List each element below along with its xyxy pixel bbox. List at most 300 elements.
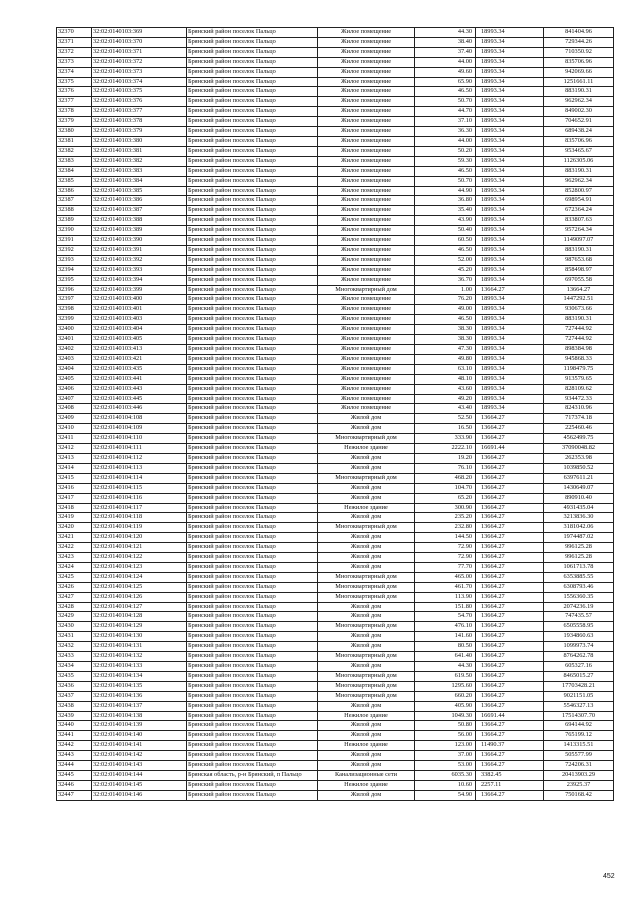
row-number-cell: 32430 [57, 622, 92, 632]
row-number-cell: 32441 [57, 731, 92, 741]
address-cell: Брянский район поселок Пальцо [187, 790, 318, 800]
area-cell: 2222.10 [415, 444, 476, 454]
object-type-cell: Жилое помещение [318, 216, 415, 226]
cadastral-value-cell: 1251661.11 [544, 77, 614, 87]
cadastral-value-cell: 898384.98 [544, 345, 614, 355]
table-row [57, 503, 614, 513]
table-row [57, 533, 614, 543]
object-type-cell: Жилое помещение [318, 364, 415, 374]
cadastral-value-cell: 717374.18 [544, 414, 614, 424]
cadastral-value-cell: 1556360.35 [544, 592, 614, 602]
row-number-cell: 32372 [57, 47, 92, 57]
area-cell: 476.10 [415, 622, 476, 632]
area-cell: 6035.30 [415, 770, 476, 780]
table-body [57, 28, 614, 801]
specific-value-cell: 18993.34 [476, 374, 544, 384]
cadastral-number-cell: 32:02:0140104:127 [92, 602, 187, 612]
address-cell: Брянский район поселок Пальцо [187, 473, 318, 483]
object-type-cell: Жилое помещение [318, 176, 415, 186]
area-cell: 43.60 [415, 384, 476, 394]
table-row [57, 176, 614, 186]
cadastral-value-cell: 883190.31 [544, 315, 614, 325]
specific-value-cell: 13664.27 [476, 691, 544, 701]
table-row [57, 751, 614, 761]
area-cell: 44.00 [415, 57, 476, 67]
area-cell: 123.00 [415, 741, 476, 751]
specific-value-cell: 13664.27 [476, 602, 544, 612]
row-number-cell: 32424 [57, 562, 92, 572]
specific-value-cell: 13664.27 [476, 493, 544, 503]
cadastral-number-cell: 32:02:0140104:116 [92, 493, 187, 503]
table-row [57, 711, 614, 721]
cadastral-number-cell: 32:02:0140103:387 [92, 206, 187, 216]
area-cell: 46.50 [415, 245, 476, 255]
cadastral-value-cell: 17703428.21 [544, 681, 614, 691]
object-type-cell: Жилой дом [318, 533, 415, 543]
address-cell: Брянский район поселок Пальцо [187, 295, 318, 305]
table-row [57, 315, 614, 325]
specific-value-cell: 13664.27 [476, 533, 544, 543]
object-type-cell: Жилое помещение [318, 186, 415, 196]
cadastral-value-cell: 962962.34 [544, 97, 614, 107]
cadastral-value-cell: 883190.31 [544, 87, 614, 97]
table-row [57, 354, 614, 364]
area-cell: 1049.30 [415, 711, 476, 721]
row-number-cell: 32379 [57, 117, 92, 127]
row-number-cell: 32433 [57, 652, 92, 662]
address-cell: Брянский район поселок Пальцо [187, 384, 318, 394]
row-number-cell: 32401 [57, 335, 92, 345]
cadastral-value-cell: 8764262.78 [544, 652, 614, 662]
address-cell: Брянский район поселок Пальцо [187, 622, 318, 632]
specific-value-cell: 18993.34 [476, 255, 544, 265]
cadastral-number-cell: 32:02:0140104:136 [92, 691, 187, 701]
object-type-cell: Жилое помещение [318, 384, 415, 394]
row-number-cell: 32418 [57, 503, 92, 513]
specific-value-cell: 18993.34 [476, 335, 544, 345]
cadastral-value-cell: 835706.96 [544, 136, 614, 146]
cadastral-value-cell: 1934860.63 [544, 632, 614, 642]
table-row [57, 166, 614, 176]
object-type-cell: Жилой дом [318, 751, 415, 761]
specific-value-cell: 18993.34 [476, 117, 544, 127]
object-type-cell: Жилое помещение [318, 345, 415, 355]
address-cell: Брянский район поселок Пальцо [187, 662, 318, 672]
address-cell: Брянский район поселок Пальцо [187, 780, 318, 790]
cadastral-number-cell: 32:02:0140104:122 [92, 553, 187, 563]
address-cell: Брянский район поселок Пальцо [187, 117, 318, 127]
area-cell: 19.20 [415, 453, 476, 463]
object-type-cell: Многоквартирный дом [318, 652, 415, 662]
address-cell: Брянский район поселок Пальцо [187, 216, 318, 226]
specific-value-cell: 18993.34 [476, 166, 544, 176]
row-number-cell: 32428 [57, 602, 92, 612]
object-type-cell: Жилое помещение [318, 245, 415, 255]
specific-value-cell: 13664.27 [476, 671, 544, 681]
cadastral-number-cell: 32:02:0140103:380 [92, 136, 187, 146]
table-row [57, 97, 614, 107]
table-row [57, 117, 614, 127]
area-cell: 38.30 [415, 325, 476, 335]
area-cell: 44.30 [415, 28, 476, 38]
table-row [57, 523, 614, 533]
row-number-cell: 32410 [57, 424, 92, 434]
table-row [57, 335, 614, 345]
specific-value-cell: 13664.27 [476, 483, 544, 493]
address-cell: Брянский район поселок Пальцо [187, 196, 318, 206]
cadastral-value-cell: 6505558.95 [544, 622, 614, 632]
specific-value-cell: 18993.34 [476, 354, 544, 364]
table-row [57, 107, 614, 117]
cadastral-value-cell: 697055.58 [544, 275, 614, 285]
area-cell: 232.80 [415, 523, 476, 533]
row-number-cell: 32378 [57, 107, 92, 117]
cadastral-number-cell: 32:02:0140104:140 [92, 731, 187, 741]
row-number-cell: 32400 [57, 325, 92, 335]
cadastral-number-cell: 32:02:0140104:145 [92, 780, 187, 790]
area-cell: 65.90 [415, 77, 476, 87]
row-number-cell: 32389 [57, 216, 92, 226]
area-cell: 72.90 [415, 543, 476, 553]
area-cell: 46.50 [415, 315, 476, 325]
address-cell: Брянский район поселок Пальцо [187, 731, 318, 741]
table-row [57, 226, 614, 236]
specific-value-cell: 18993.34 [476, 156, 544, 166]
cadastral-value-cell: 835706.96 [544, 57, 614, 67]
row-number-cell: 32432 [57, 642, 92, 652]
row-number-cell: 32431 [57, 632, 92, 642]
table-row [57, 216, 614, 226]
row-number-cell: 32429 [57, 612, 92, 622]
cadastral-number-cell: 32:02:0140103:370 [92, 37, 187, 47]
cadastral-number-cell: 32:02:0140103:400 [92, 295, 187, 305]
area-cell: 36.80 [415, 196, 476, 206]
area-cell: 465.00 [415, 572, 476, 582]
cadastral-value-cell: 2074236.19 [544, 602, 614, 612]
specific-value-cell: 13664.27 [476, 652, 544, 662]
specific-value-cell: 18993.34 [476, 47, 544, 57]
cadastral-value-cell: 672364.24 [544, 206, 614, 216]
object-type-cell: Жилой дом [318, 612, 415, 622]
row-number-cell: 32445 [57, 770, 92, 780]
specific-value-cell: 13664.27 [476, 424, 544, 434]
specific-value-cell: 18993.34 [476, 146, 544, 156]
address-cell: Брянский район поселок Пальцо [187, 354, 318, 364]
object-type-cell: Жилой дом [318, 453, 415, 463]
object-type-cell: Жилое помещение [318, 315, 415, 325]
cadastral-number-cell: 32:02:0140103:413 [92, 345, 187, 355]
specific-value-cell: 18993.34 [476, 245, 544, 255]
table-row [57, 305, 614, 315]
row-number-cell: 32423 [57, 553, 92, 563]
cadastral-number-cell: 32:02:0140103:374 [92, 77, 187, 87]
area-cell: 35.40 [415, 206, 476, 216]
specific-value-cell: 13664.27 [476, 751, 544, 761]
cadastral-value-cell: 694144.92 [544, 721, 614, 731]
table-row [57, 67, 614, 77]
row-number-cell: 32395 [57, 275, 92, 285]
table-row [57, 434, 614, 444]
object-type-cell: Жилое помещение [318, 37, 415, 47]
area-cell: 54.70 [415, 612, 476, 622]
cadastral-value-cell: 841404.96 [544, 28, 614, 38]
row-number-cell: 32426 [57, 582, 92, 592]
cadastral-value-table [56, 27, 614, 801]
cadastral-number-cell: 32:02:0140103:388 [92, 216, 187, 226]
specific-value-cell: 18993.34 [476, 384, 544, 394]
specific-value-cell: 13664.27 [476, 453, 544, 463]
cadastral-value-cell: 1126305.06 [544, 156, 614, 166]
table-row [57, 255, 614, 265]
row-number-cell: 32384 [57, 166, 92, 176]
cadastral-value-cell: 1198479.75 [544, 364, 614, 374]
cadastral-number-cell: 32:02:0140103:373 [92, 67, 187, 77]
area-cell: 1295.60 [415, 681, 476, 691]
area-cell: 1.00 [415, 285, 476, 295]
table-row [57, 662, 614, 672]
address-cell: Брянский район поселок Пальцо [187, 503, 318, 513]
object-type-cell: Жилой дом [318, 513, 415, 523]
area-cell: 65.20 [415, 493, 476, 503]
area-cell: 59.30 [415, 156, 476, 166]
object-type-cell: Жилое помещение [318, 146, 415, 156]
area-cell: 16.50 [415, 424, 476, 434]
area-cell: 43.90 [415, 216, 476, 226]
row-number-cell: 32447 [57, 790, 92, 800]
row-number-cell: 32387 [57, 196, 92, 206]
area-cell: 36.70 [415, 275, 476, 285]
table-row [57, 632, 614, 642]
address-cell: Брянский район поселок Пальцо [187, 414, 318, 424]
address-cell: Брянский район поселок Пальцо [187, 255, 318, 265]
cadastral-value-cell: 913579.65 [544, 374, 614, 384]
cadastral-number-cell: 32:02:0140103:404 [92, 325, 187, 335]
cadastral-number-cell: 32:02:0140104:118 [92, 513, 187, 523]
row-number-cell: 32374 [57, 67, 92, 77]
cadastral-value-cell: 6308793.46 [544, 582, 614, 592]
specific-value-cell: 13664.27 [476, 434, 544, 444]
specific-value-cell: 18993.34 [476, 295, 544, 305]
cadastral-value-cell: 9021151.05 [544, 691, 614, 701]
table-row [57, 404, 614, 414]
object-type-cell: Жилой дом [318, 642, 415, 652]
area-cell: 37.10 [415, 117, 476, 127]
area-cell: 76.10 [415, 463, 476, 473]
cadastral-number-cell: 32:02:0140103:385 [92, 186, 187, 196]
table-row [57, 196, 614, 206]
address-cell: Брянский район поселок Пальцо [187, 671, 318, 681]
specific-value-cell: 18993.34 [476, 176, 544, 186]
specific-value-cell: 13664.27 [476, 414, 544, 424]
specific-value-cell: 18993.34 [476, 394, 544, 404]
object-type-cell: Жилое помещение [318, 67, 415, 77]
area-cell: 52.00 [415, 255, 476, 265]
row-number-cell: 32417 [57, 493, 92, 503]
cadastral-value-cell: 1039850.52 [544, 463, 614, 473]
specific-value-cell: 13664.27 [476, 523, 544, 533]
address-cell: Брянский район поселок Пальцо [187, 305, 318, 315]
specific-value-cell: 18993.34 [476, 136, 544, 146]
area-cell: 44.90 [415, 186, 476, 196]
cadastral-value-cell: 1447292.51 [544, 295, 614, 305]
cadastral-number-cell: 32:02:0140104:139 [92, 721, 187, 731]
row-number-cell: 32375 [57, 77, 92, 87]
table-row [57, 47, 614, 57]
area-cell: 76.20 [415, 295, 476, 305]
row-number-cell: 32415 [57, 473, 92, 483]
row-number-cell: 32405 [57, 374, 92, 384]
address-cell: Брянский район поселок Пальцо [187, 751, 318, 761]
area-cell: 44.30 [415, 662, 476, 672]
object-type-cell: Многоквартирный дом [318, 582, 415, 592]
address-cell: Брянский район поселок Пальцо [187, 513, 318, 523]
address-cell: Брянский район поселок Пальцо [187, 176, 318, 186]
object-type-cell: Жилой дом [318, 632, 415, 642]
cadastral-number-cell: 32:02:0140103:394 [92, 275, 187, 285]
specific-value-cell: 18993.34 [476, 77, 544, 87]
address-cell: Брянский район поселок Пальцо [187, 186, 318, 196]
address-cell: Брянский район поселок Пальцо [187, 612, 318, 622]
cadastral-number-cell: 32:02:0140104:131 [92, 642, 187, 652]
cadastral-value-cell: 953465.67 [544, 146, 614, 156]
specific-value-cell: 18993.34 [476, 315, 544, 325]
area-cell: 53.00 [415, 761, 476, 771]
cadastral-number-cell: 32:02:0140103:393 [92, 265, 187, 275]
cadastral-value-cell: 1430649.07 [544, 483, 614, 493]
row-number-cell: 32392 [57, 245, 92, 255]
specific-value-cell: 13664.27 [476, 503, 544, 513]
cadastral-number-cell: 32:02:0140103:391 [92, 245, 187, 255]
address-cell: Брянский район поселок Пальцо [187, 434, 318, 444]
object-type-cell: Жилой дом [318, 483, 415, 493]
address-cell: Брянский район поселок Пальцо [187, 533, 318, 543]
object-type-cell: Жилое помещение [318, 374, 415, 384]
cadastral-number-cell: 32:02:0140103:443 [92, 384, 187, 394]
cadastral-value-cell: 945868.33 [544, 354, 614, 364]
address-cell: Брянский район поселок Пальцо [187, 57, 318, 67]
table-row [57, 790, 614, 800]
cadastral-number-cell: 32:02:0140104:111 [92, 444, 187, 454]
area-cell: 641.40 [415, 652, 476, 662]
object-type-cell: Жилое помещение [318, 166, 415, 176]
address-cell: Брянский район поселок Пальцо [187, 741, 318, 751]
address-cell: Брянский район поселок Пальцо [187, 711, 318, 721]
row-number-cell: 32412 [57, 444, 92, 454]
address-cell: Брянский район поселок Пальцо [187, 47, 318, 57]
cadastral-value-cell: 747435.57 [544, 612, 614, 622]
object-type-cell: Жилое помещение [318, 57, 415, 67]
address-cell: Брянский район поселок Пальцо [187, 543, 318, 553]
specific-value-cell: 18993.34 [476, 107, 544, 117]
cadastral-number-cell: 32:02:0140103:421 [92, 354, 187, 364]
cadastral-value-cell: 1413315.51 [544, 741, 614, 751]
cadastral-number-cell: 32:02:0140104:113 [92, 463, 187, 473]
table-row [57, 642, 614, 652]
table-row [57, 582, 614, 592]
address-cell: Брянский район поселок Пальцо [187, 166, 318, 176]
table-row [57, 127, 614, 137]
table-row [57, 77, 614, 87]
address-cell: Брянский район поселок Пальцо [187, 404, 318, 414]
table-row [57, 28, 614, 38]
cadastral-value-cell: 833807.63 [544, 216, 614, 226]
cadastral-value-cell: 987653.68 [544, 255, 614, 265]
cadastral-number-cell: 32:02:0140103:390 [92, 236, 187, 246]
row-number-cell: 32403 [57, 354, 92, 364]
cadastral-value-cell: 852800.97 [544, 186, 614, 196]
object-type-cell: Жилой дом [318, 562, 415, 572]
area-cell: 46.50 [415, 87, 476, 97]
area-cell: 37.40 [415, 47, 476, 57]
object-type-cell: Жилой дом [318, 731, 415, 741]
table-row [57, 364, 614, 374]
row-number-cell: 32385 [57, 176, 92, 186]
specific-value-cell: 13664.27 [476, 622, 544, 632]
address-cell: Брянский район поселок Пальцо [187, 37, 318, 47]
cadastral-number-cell: 32:02:0140104:124 [92, 572, 187, 582]
object-type-cell: Жилое помещение [318, 226, 415, 236]
cadastral-number-cell: 32:02:0140104:134 [92, 671, 187, 681]
cadastral-value-cell: 1974487.02 [544, 533, 614, 543]
address-cell: Брянский район поселок Пальцо [187, 553, 318, 563]
cadastral-number-cell: 32:02:0140103:375 [92, 87, 187, 97]
row-number-cell: 32370 [57, 28, 92, 38]
table-row [57, 553, 614, 563]
cadastral-value-cell: 1061713.78 [544, 562, 614, 572]
cadastral-number-cell: 32:02:0140104:146 [92, 790, 187, 800]
object-type-cell: Жилое помещение [318, 394, 415, 404]
address-cell: Брянская область, р-н Брянский, п Пальцо [187, 770, 318, 780]
object-type-cell: Жилой дом [318, 790, 415, 800]
row-number-cell: 32382 [57, 146, 92, 156]
specific-value-cell: 18993.34 [476, 186, 544, 196]
area-cell: 46.50 [415, 166, 476, 176]
address-cell: Брянский район поселок Пальцо [187, 87, 318, 97]
table-row [57, 136, 614, 146]
table-row [57, 384, 614, 394]
cadastral-value-cell: 17514307.70 [544, 711, 614, 721]
row-number-cell: 32420 [57, 523, 92, 533]
table-row [57, 691, 614, 701]
address-cell: Брянский район поселок Пальцо [187, 483, 318, 493]
object-type-cell: Жилое помещение [318, 196, 415, 206]
address-cell: Брянский район поселок Пальцо [187, 236, 318, 246]
specific-value-cell: 18993.34 [476, 87, 544, 97]
specific-value-cell: 11490.37 [476, 741, 544, 751]
table-row [57, 701, 614, 711]
cadastral-value-cell: 957264.34 [544, 226, 614, 236]
object-type-cell: Нежилое здание [318, 444, 415, 454]
specific-value-cell: 18993.34 [476, 216, 544, 226]
object-type-cell: Канализационные сети [318, 770, 415, 780]
area-cell: 49.60 [415, 67, 476, 77]
cadastral-value-cell: 4562499.75 [544, 434, 614, 444]
cadastral-number-cell: 32:02:0140104:141 [92, 741, 187, 751]
table-row [57, 265, 614, 275]
area-cell: 50.70 [415, 97, 476, 107]
object-type-cell: Жилой дом [318, 553, 415, 563]
table-row [57, 57, 614, 67]
cadastral-value-cell: 996125.28 [544, 553, 614, 563]
object-type-cell: Жилое помещение [318, 136, 415, 146]
row-number-cell: 32408 [57, 404, 92, 414]
cadastral-value-cell: 8465015.27 [544, 671, 614, 681]
cadastral-number-cell: 32:02:0140104:135 [92, 681, 187, 691]
area-cell: 52.50 [415, 414, 476, 424]
cadastral-value-cell: 934472.33 [544, 394, 614, 404]
specific-value-cell: 13664.27 [476, 681, 544, 691]
object-type-cell: Жилой дом [318, 761, 415, 771]
